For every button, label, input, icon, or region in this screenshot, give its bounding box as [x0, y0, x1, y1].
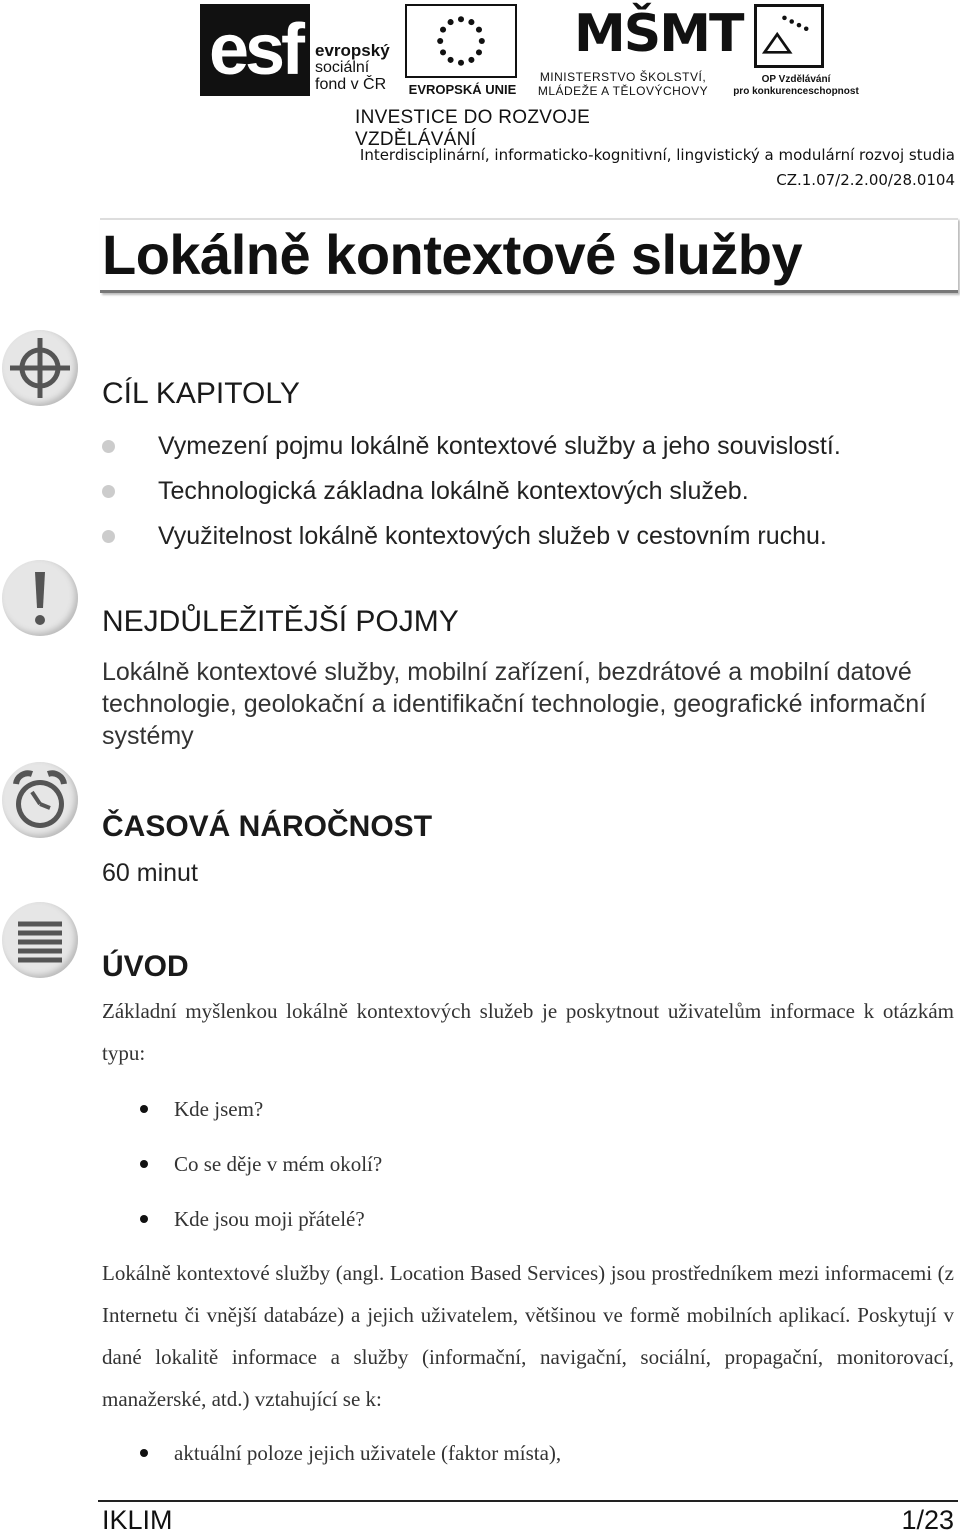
esf-logo-mark: esf [200, 4, 310, 96]
project-code: CZ.1.07/2.2.00/28.0104 [776, 171, 955, 189]
text-lines-icon [2, 902, 78, 978]
msmt-text [524, 70, 722, 98]
time-value: 60 minut [102, 859, 198, 887]
eu-logo [405, 4, 520, 96]
project-info [360, 143, 955, 193]
op-logo-mark-icon [754, 4, 824, 68]
esf-line-2: sociální [315, 59, 370, 76]
op-line-1: OP Vzdělávání [761, 74, 831, 85]
page-title: Lokálně kontextové služby [102, 223, 803, 286]
list-item: aktuální poloze jejich uživatele (faktor místa), [102, 1432, 561, 1474]
goal-heading: CÍL KAPITOLY [102, 377, 300, 410]
msmt-mark: MŠMT [574, 4, 743, 64]
eu-label: EVROPSKÁ UNIE [408, 82, 517, 97]
list-item: Využitelnost lokálně kontextových služeb v cestovním ruchu. [102, 514, 942, 559]
footer-course: IKLIM [102, 1505, 173, 1535]
esf-logo [200, 4, 395, 96]
page-number: 1/23 [901, 1505, 954, 1535]
investice-banner: INVESTICE DO ROZVOJE VZDĚLÁVÁNÍ [355, 107, 591, 150]
exclamation-icon [2, 560, 78, 636]
esf-line-3: fond v ČR [315, 76, 387, 93]
eu-stars-icon [405, 4, 517, 78]
op-logo-text [732, 74, 860, 98]
lbs-paragraph: Lokálně kontextové služby (angl. Location Based Services) jsou prostředníkem mezi informacemi (z Internetu či vnější databáze) a jejich uživatelem, většinou ve formě mobilních aplikací. Poskytují v dané lokalitě informace a služby (informační, navigační, sociální, propagační, monitorovací, manažerské, atd.) vztahující se k: [102, 1261, 954, 1411]
esf-logo-text [315, 42, 390, 93]
project-name: Interdisciplinární, informaticko-kognitivní, lingvistický a modulární rozvoj studia [359, 146, 955, 164]
context-list [102, 1432, 561, 1474]
list-item: Vymezení pojmu lokálně kontextové služby a jeho souvislostí. [102, 424, 942, 469]
crosshair-icon [2, 330, 78, 406]
list-item: Kde jsem? [102, 1088, 382, 1143]
alarm-clock-icon [2, 762, 78, 838]
terms-heading: NEJDŮLEŽITĚJŠÍ POJMY [102, 605, 459, 638]
time-heading: ČASOVÁ NÁROČNOST [102, 810, 433, 843]
footer-divider [98, 1500, 958, 1502]
op-line-2: pro konkurenceschopnost [733, 86, 859, 97]
list-item: Co se děje v mém okolí? [102, 1143, 382, 1198]
msmt-line-2: MLÁDEŽE A TĚLOVÝCHOVY [537, 84, 709, 98]
list-item: Technologická základna lokálně kontextových služeb. [102, 469, 942, 514]
esf-line-1: evropský [315, 41, 390, 60]
intro-heading: ÚVOD [102, 950, 189, 983]
msmt-logo [524, 4, 743, 98]
goal-list [102, 424, 942, 559]
list-item: Kde jsou moji přátelé? [102, 1198, 382, 1253]
terms-text: Lokálně kontextové služby, mobilní zařízení, bezdrátové a mobilní datové technologie, geolokační a identifikační technologie, geografické informační systémy [102, 658, 927, 750]
question-list [102, 1088, 382, 1253]
intro-paragraph: Základní myšlenkou lokálně kontextových služeb je poskytnout uživatelům informace k otázkám typu: [102, 999, 954, 1065]
msmt-line-1: MINISTERSTVO ŠKOLSTVÍ, [539, 70, 707, 84]
op-logo [732, 4, 860, 96]
